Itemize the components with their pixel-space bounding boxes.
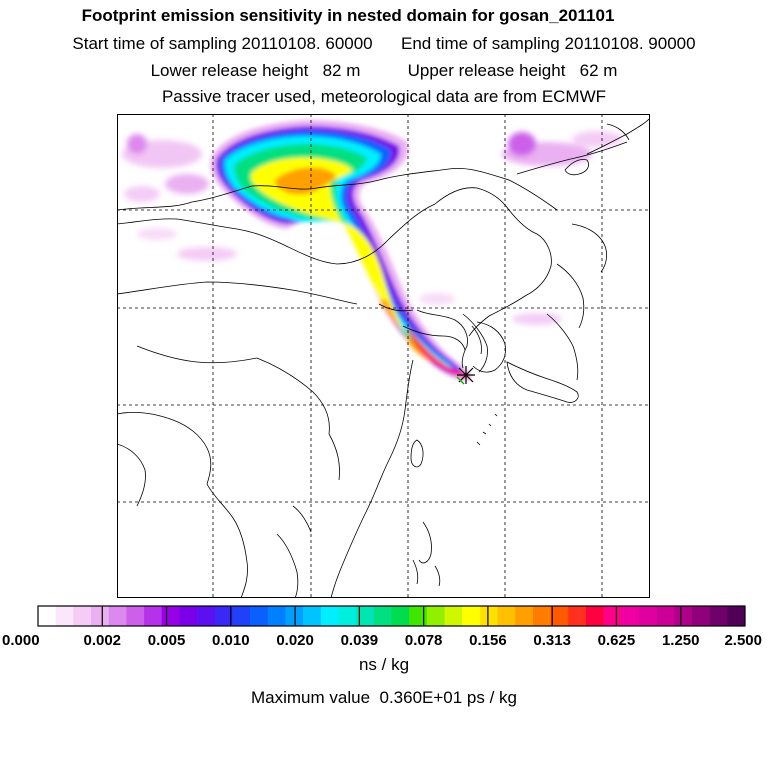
colorbar-cells bbox=[38, 606, 745, 626]
colorbar-tick-labels bbox=[2, 632, 762, 649]
colorbar-cell bbox=[321, 606, 339, 626]
colorbar-cell bbox=[657, 606, 675, 626]
maximum-value-label: Maximum value bbox=[250, 688, 371, 707]
colorbar-cell bbox=[409, 606, 427, 626]
sampling-times bbox=[0, 34, 768, 54]
colorbar-tick-label: 0.625 bbox=[597, 632, 636, 649]
upper-height-label: Upper release height bbox=[407, 61, 566, 80]
colorbar-cell bbox=[727, 606, 745, 626]
colorbar-cell bbox=[232, 606, 250, 626]
colorbar-units: ns / kg bbox=[358, 655, 410, 674]
colorbar-cell bbox=[303, 606, 321, 626]
colorbar-tick-label: 0.156 bbox=[469, 632, 507, 649]
colorbar-tick-label: 0.039 bbox=[340, 632, 379, 649]
colorbar-cell bbox=[639, 606, 657, 626]
start-time-label: Start time of sampling bbox=[72, 34, 237, 53]
colorbar-cell bbox=[462, 606, 480, 626]
lower-height-label: Lower release height bbox=[150, 61, 309, 80]
colorbar-tick-label: 2.500 bbox=[724, 632, 762, 649]
tracer-note: Passive tracer used, meteorological data are from ECMWF bbox=[161, 87, 607, 106]
start-time-value: 20110108. 60000 bbox=[241, 34, 373, 53]
colorbar-tick-label: 1.250 bbox=[661, 632, 700, 649]
colorbar-cell bbox=[91, 606, 109, 626]
colorbar-cell bbox=[568, 606, 586, 626]
colorbar-tick-label: 0.078 bbox=[404, 632, 443, 649]
colorbar-tick-label: 0.002 bbox=[83, 632, 122, 649]
colorbar-cell bbox=[109, 606, 127, 626]
colorbar-cell bbox=[480, 606, 498, 626]
colorbar-cell bbox=[515, 606, 533, 626]
colorbar-cell bbox=[126, 606, 144, 626]
colorbar-tick-label: 0.005 bbox=[147, 632, 186, 649]
plot-title: Footprint emission sensitivity in nested domain for gosan_201101 bbox=[81, 6, 615, 25]
colorbar-cell bbox=[621, 606, 639, 626]
end-time-value: 20110108. 90000 bbox=[564, 34, 696, 53]
colorbar-cell bbox=[144, 606, 162, 626]
colorbar-tick-label: 0.000 bbox=[2, 632, 40, 649]
colorbar-cell bbox=[427, 606, 445, 626]
lower-height-value: 82 m bbox=[322, 61, 361, 80]
end-time-label: End time of sampling bbox=[401, 34, 560, 53]
colorbar-cell bbox=[197, 606, 215, 626]
colorbar-cell bbox=[692, 606, 710, 626]
footprint-map bbox=[117, 114, 650, 598]
colorbar-tick-label: 0.313 bbox=[533, 632, 571, 649]
colorbar-cell bbox=[374, 606, 392, 626]
colorbar-cell bbox=[38, 606, 56, 626]
colorbar-cell bbox=[268, 606, 286, 626]
colorbar-cell bbox=[392, 606, 410, 626]
colorbar-cell bbox=[285, 606, 303, 626]
maximum-value-number: 0.360E+01 ps / kg bbox=[379, 688, 518, 707]
colorbar-cell bbox=[498, 606, 516, 626]
colorbar-cell bbox=[586, 606, 604, 626]
colorbar-cell bbox=[215, 606, 233, 626]
colorbar-cell bbox=[73, 606, 91, 626]
colorbar-cell bbox=[56, 606, 74, 626]
star-marker-icon bbox=[457, 366, 475, 384]
maximum-value bbox=[0, 688, 768, 708]
colorbar-tick-label: 0.020 bbox=[276, 632, 314, 649]
colorbar-cell bbox=[551, 606, 569, 626]
colorbar-cell bbox=[250, 606, 268, 626]
colorbar-cell bbox=[179, 606, 197, 626]
colorbar-cell bbox=[445, 606, 463, 626]
colorbar-cell bbox=[162, 606, 180, 626]
release-heights bbox=[0, 61, 768, 81]
upper-height-value: 62 m bbox=[579, 61, 618, 80]
colorbar-cell bbox=[710, 606, 728, 626]
colorbar-cell bbox=[533, 606, 551, 626]
colorbar-tick-label: 0.010 bbox=[212, 632, 250, 649]
colorbar-cell bbox=[674, 606, 692, 626]
colorbar-cell bbox=[604, 606, 622, 626]
colorbar-cell bbox=[338, 606, 356, 626]
